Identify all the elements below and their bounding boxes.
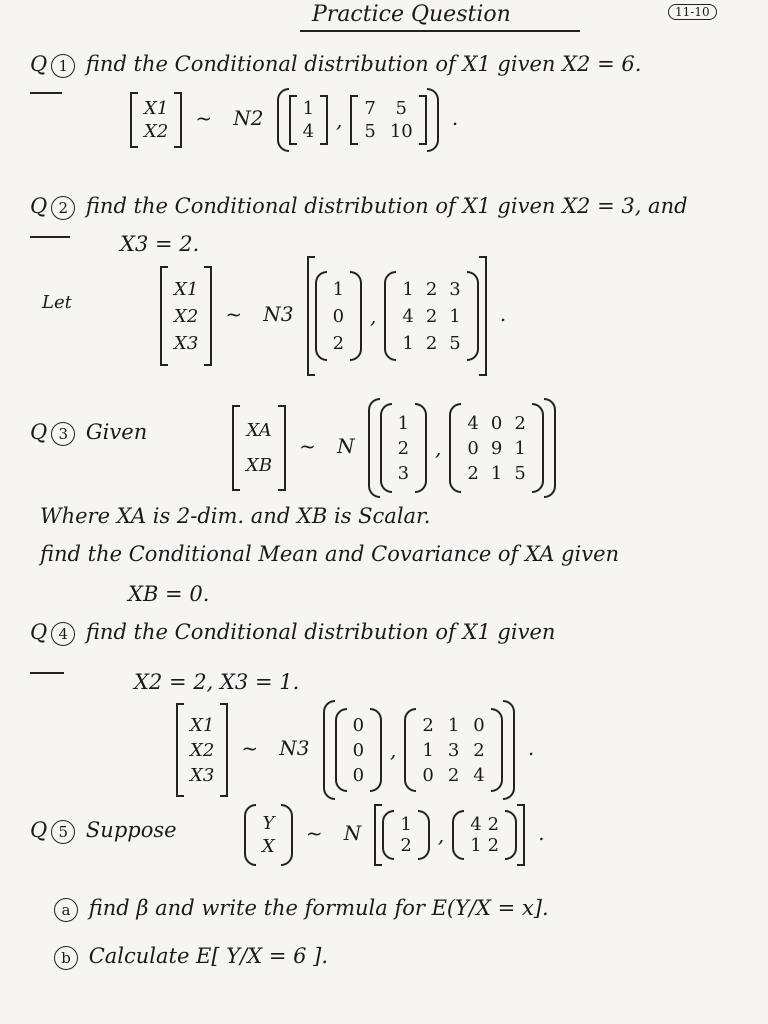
q4-text: find the Conditional distribution of X1 given bbox=[85, 620, 556, 644]
q3-expression: XA XB ~ N 1 2 3 , 4 0 2 0 9 1 2 1 5 bbox=[232, 398, 556, 498]
q2-vec-1: X2 bbox=[174, 305, 199, 327]
q3-cov-aa-10: 0 bbox=[467, 437, 479, 459]
q4-cov-22: 4 bbox=[473, 764, 485, 786]
q3-line2: find the Conditional Mean and Covariance of XA given bbox=[40, 542, 620, 566]
title-underline bbox=[300, 30, 580, 32]
q4-vector bbox=[176, 703, 228, 797]
page-title: Practice Question bbox=[312, 2, 511, 27]
q5-vector bbox=[244, 804, 293, 866]
q2-cov-21: 2 bbox=[425, 332, 438, 354]
q5-cov-01: 2 bbox=[487, 814, 500, 835]
q4-mean-2: 0 bbox=[352, 764, 365, 786]
q5-prefix: Q bbox=[30, 818, 48, 842]
q2-cov-22: 5 bbox=[449, 332, 461, 354]
q2-mean-1: 0 bbox=[332, 305, 345, 327]
q4-mean bbox=[335, 708, 382, 792]
q4-cov-12: 2 bbox=[473, 739, 485, 761]
q5-part-a-text: find β and write the formula for E(Y/X = x]. bbox=[88, 896, 549, 920]
q3-cov-ab-0: 2 bbox=[514, 412, 526, 434]
q1-vec-1: X2 bbox=[144, 121, 169, 142]
q1-cov-11: 10 bbox=[389, 121, 413, 142]
q4-line bbox=[30, 620, 555, 646]
q5-dist: N bbox=[343, 820, 362, 845]
q5-line bbox=[30, 818, 177, 844]
q2-let: Let bbox=[42, 292, 72, 313]
q2-dist: N3 bbox=[263, 301, 294, 326]
q2-cov-02: 3 bbox=[449, 278, 461, 300]
q4-cov-00: 2 bbox=[422, 714, 434, 736]
q3-cov-aa-01: 0 bbox=[490, 412, 503, 434]
q5-cov-11: 2 bbox=[487, 835, 500, 856]
q4-cov-10: 1 bbox=[422, 739, 434, 761]
q4-vec-1: X2 bbox=[190, 739, 215, 761]
q3-given: Given bbox=[85, 420, 148, 444]
q5-part-b-label: b bbox=[54, 946, 78, 970]
q3-mean-b: 3 bbox=[397, 462, 410, 484]
q1-text: find the Conditional distribution of X1 given X2 = 6. bbox=[85, 52, 642, 76]
q5-mean-0: 1 bbox=[400, 814, 412, 835]
q2-vector bbox=[160, 266, 212, 366]
q3-number: 3 bbox=[51, 422, 75, 446]
q4-expression: X1 X2 X3 ~ N3 0 0 0 , 2 1 0 1 3 2 0 2 4 . bbox=[176, 700, 542, 800]
q1-prefix: Q bbox=[30, 52, 48, 76]
q2-cov-00: 1 bbox=[402, 278, 414, 300]
q3-line3: XB = 0. bbox=[128, 582, 210, 606]
q3-line bbox=[30, 420, 147, 446]
q2-cov-10: 4 bbox=[402, 305, 414, 327]
q5-text: Suppose bbox=[85, 818, 177, 842]
q2-underline bbox=[30, 236, 70, 238]
q4-cov-01: 1 bbox=[447, 714, 460, 736]
q3-cov-ab-1: 1 bbox=[514, 437, 526, 459]
q2-cov-12: 1 bbox=[449, 305, 461, 327]
q4-number: 4 bbox=[51, 622, 75, 646]
q3-line1: Where XA is 2-dim. and XB is Scalar. bbox=[40, 504, 431, 528]
q1-mean bbox=[289, 95, 328, 145]
q1-vec-0: X1 bbox=[144, 98, 169, 119]
q3-mean-a1: 2 bbox=[397, 437, 410, 459]
q3-cov bbox=[449, 403, 543, 493]
q2-text: find the Conditional distribution of X1 given X2 = 3, and bbox=[85, 194, 688, 218]
q2-text2: X3 = 2. bbox=[120, 232, 200, 256]
q1-line bbox=[30, 52, 641, 78]
q2-cov bbox=[384, 271, 478, 361]
q5-part-a bbox=[50, 896, 549, 922]
q4-cov bbox=[404, 708, 502, 792]
q1-mean-0: 1 bbox=[302, 98, 315, 119]
q4-dist: N3 bbox=[279, 735, 310, 760]
q3-cov-aa-00: 4 bbox=[467, 412, 479, 434]
page-number: 11-10 bbox=[668, 4, 717, 20]
q1-expression: X1 X2 ~ N2 1 4 , 7 5 5 10 . bbox=[130, 88, 466, 152]
q5-mean bbox=[382, 810, 429, 860]
q5-part-b-text: Calculate E[ Y/X = 6 ]. bbox=[88, 944, 328, 968]
q2-cov-11: 2 bbox=[425, 305, 438, 327]
q4-mean-0: 0 bbox=[352, 714, 365, 736]
q2-number: 2 bbox=[51, 196, 75, 220]
q3-vector bbox=[232, 405, 286, 491]
q1-mean-1: 4 bbox=[302, 121, 315, 142]
q1-cov-10: 5 bbox=[364, 121, 376, 142]
q4-cov-21: 2 bbox=[447, 764, 460, 786]
q3-cov-ba-0: 2 bbox=[467, 462, 479, 484]
q4-mean-1: 0 bbox=[352, 739, 365, 761]
q3-mean-a0: 1 bbox=[397, 412, 410, 434]
q5-part-b bbox=[50, 944, 328, 970]
q1-number: 1 bbox=[51, 54, 75, 78]
q5-vec-0: Y bbox=[262, 813, 275, 834]
q3-cov-ba-1: 1 bbox=[490, 462, 503, 484]
q4-vec-0: X1 bbox=[190, 714, 215, 736]
q3-dist: N bbox=[337, 433, 355, 458]
q3-prefix: Q bbox=[30, 420, 48, 444]
q2-cov-20: 1 bbox=[402, 332, 414, 354]
q4-cov-20: 0 bbox=[422, 764, 434, 786]
q2-mean bbox=[315, 271, 362, 361]
q4-vec-2: X3 bbox=[190, 764, 215, 786]
q5-cov-00: 4 bbox=[470, 814, 482, 835]
q5-number: 5 bbox=[51, 820, 75, 844]
q2-line bbox=[30, 194, 688, 220]
q2-vec-0: X1 bbox=[174, 278, 199, 300]
q3-vec-0: XA bbox=[246, 420, 272, 441]
q4-text2: X2 = 2, X3 = 1. bbox=[134, 670, 300, 694]
q4-prefix: Q bbox=[30, 620, 48, 644]
q3-mean bbox=[380, 403, 427, 493]
q4-cov-02: 0 bbox=[473, 714, 485, 736]
q2-mean-2: 2 bbox=[332, 332, 345, 354]
q3-cov-bb: 5 bbox=[514, 462, 526, 484]
q2-cov-01: 2 bbox=[425, 278, 438, 300]
q4-cov-11: 3 bbox=[447, 739, 460, 761]
q1-dist: N2 bbox=[233, 105, 264, 130]
q2-mean-0: 1 bbox=[332, 278, 345, 300]
q1-cov-00: 7 bbox=[364, 98, 376, 119]
q5-vec-1: X bbox=[262, 836, 275, 857]
q1-cov-01: 5 bbox=[395, 98, 407, 119]
q5-expression: Y X ~ N 1 2 , 4 2 1 2 . bbox=[244, 804, 553, 866]
q5-cov-10: 1 bbox=[470, 835, 482, 856]
q5-mean-1: 2 bbox=[400, 835, 412, 856]
q2-expression: X1 X2 X3 ~ N3 1 0 2 , 1 2 3 4 2 1 1 2 5 . bbox=[160, 256, 514, 376]
q2-prefix: Q bbox=[30, 194, 48, 218]
q5-cov bbox=[452, 810, 517, 860]
q1-cov bbox=[350, 95, 426, 145]
q1-vector bbox=[130, 92, 182, 148]
q4-underline bbox=[30, 672, 64, 674]
q3-vec-1: XB bbox=[246, 455, 273, 476]
q3-cov-aa-11: 9 bbox=[490, 437, 503, 459]
q5-part-a-label: a bbox=[54, 898, 78, 922]
q2-vec-2: X3 bbox=[174, 332, 199, 354]
q1-underline bbox=[30, 92, 62, 94]
